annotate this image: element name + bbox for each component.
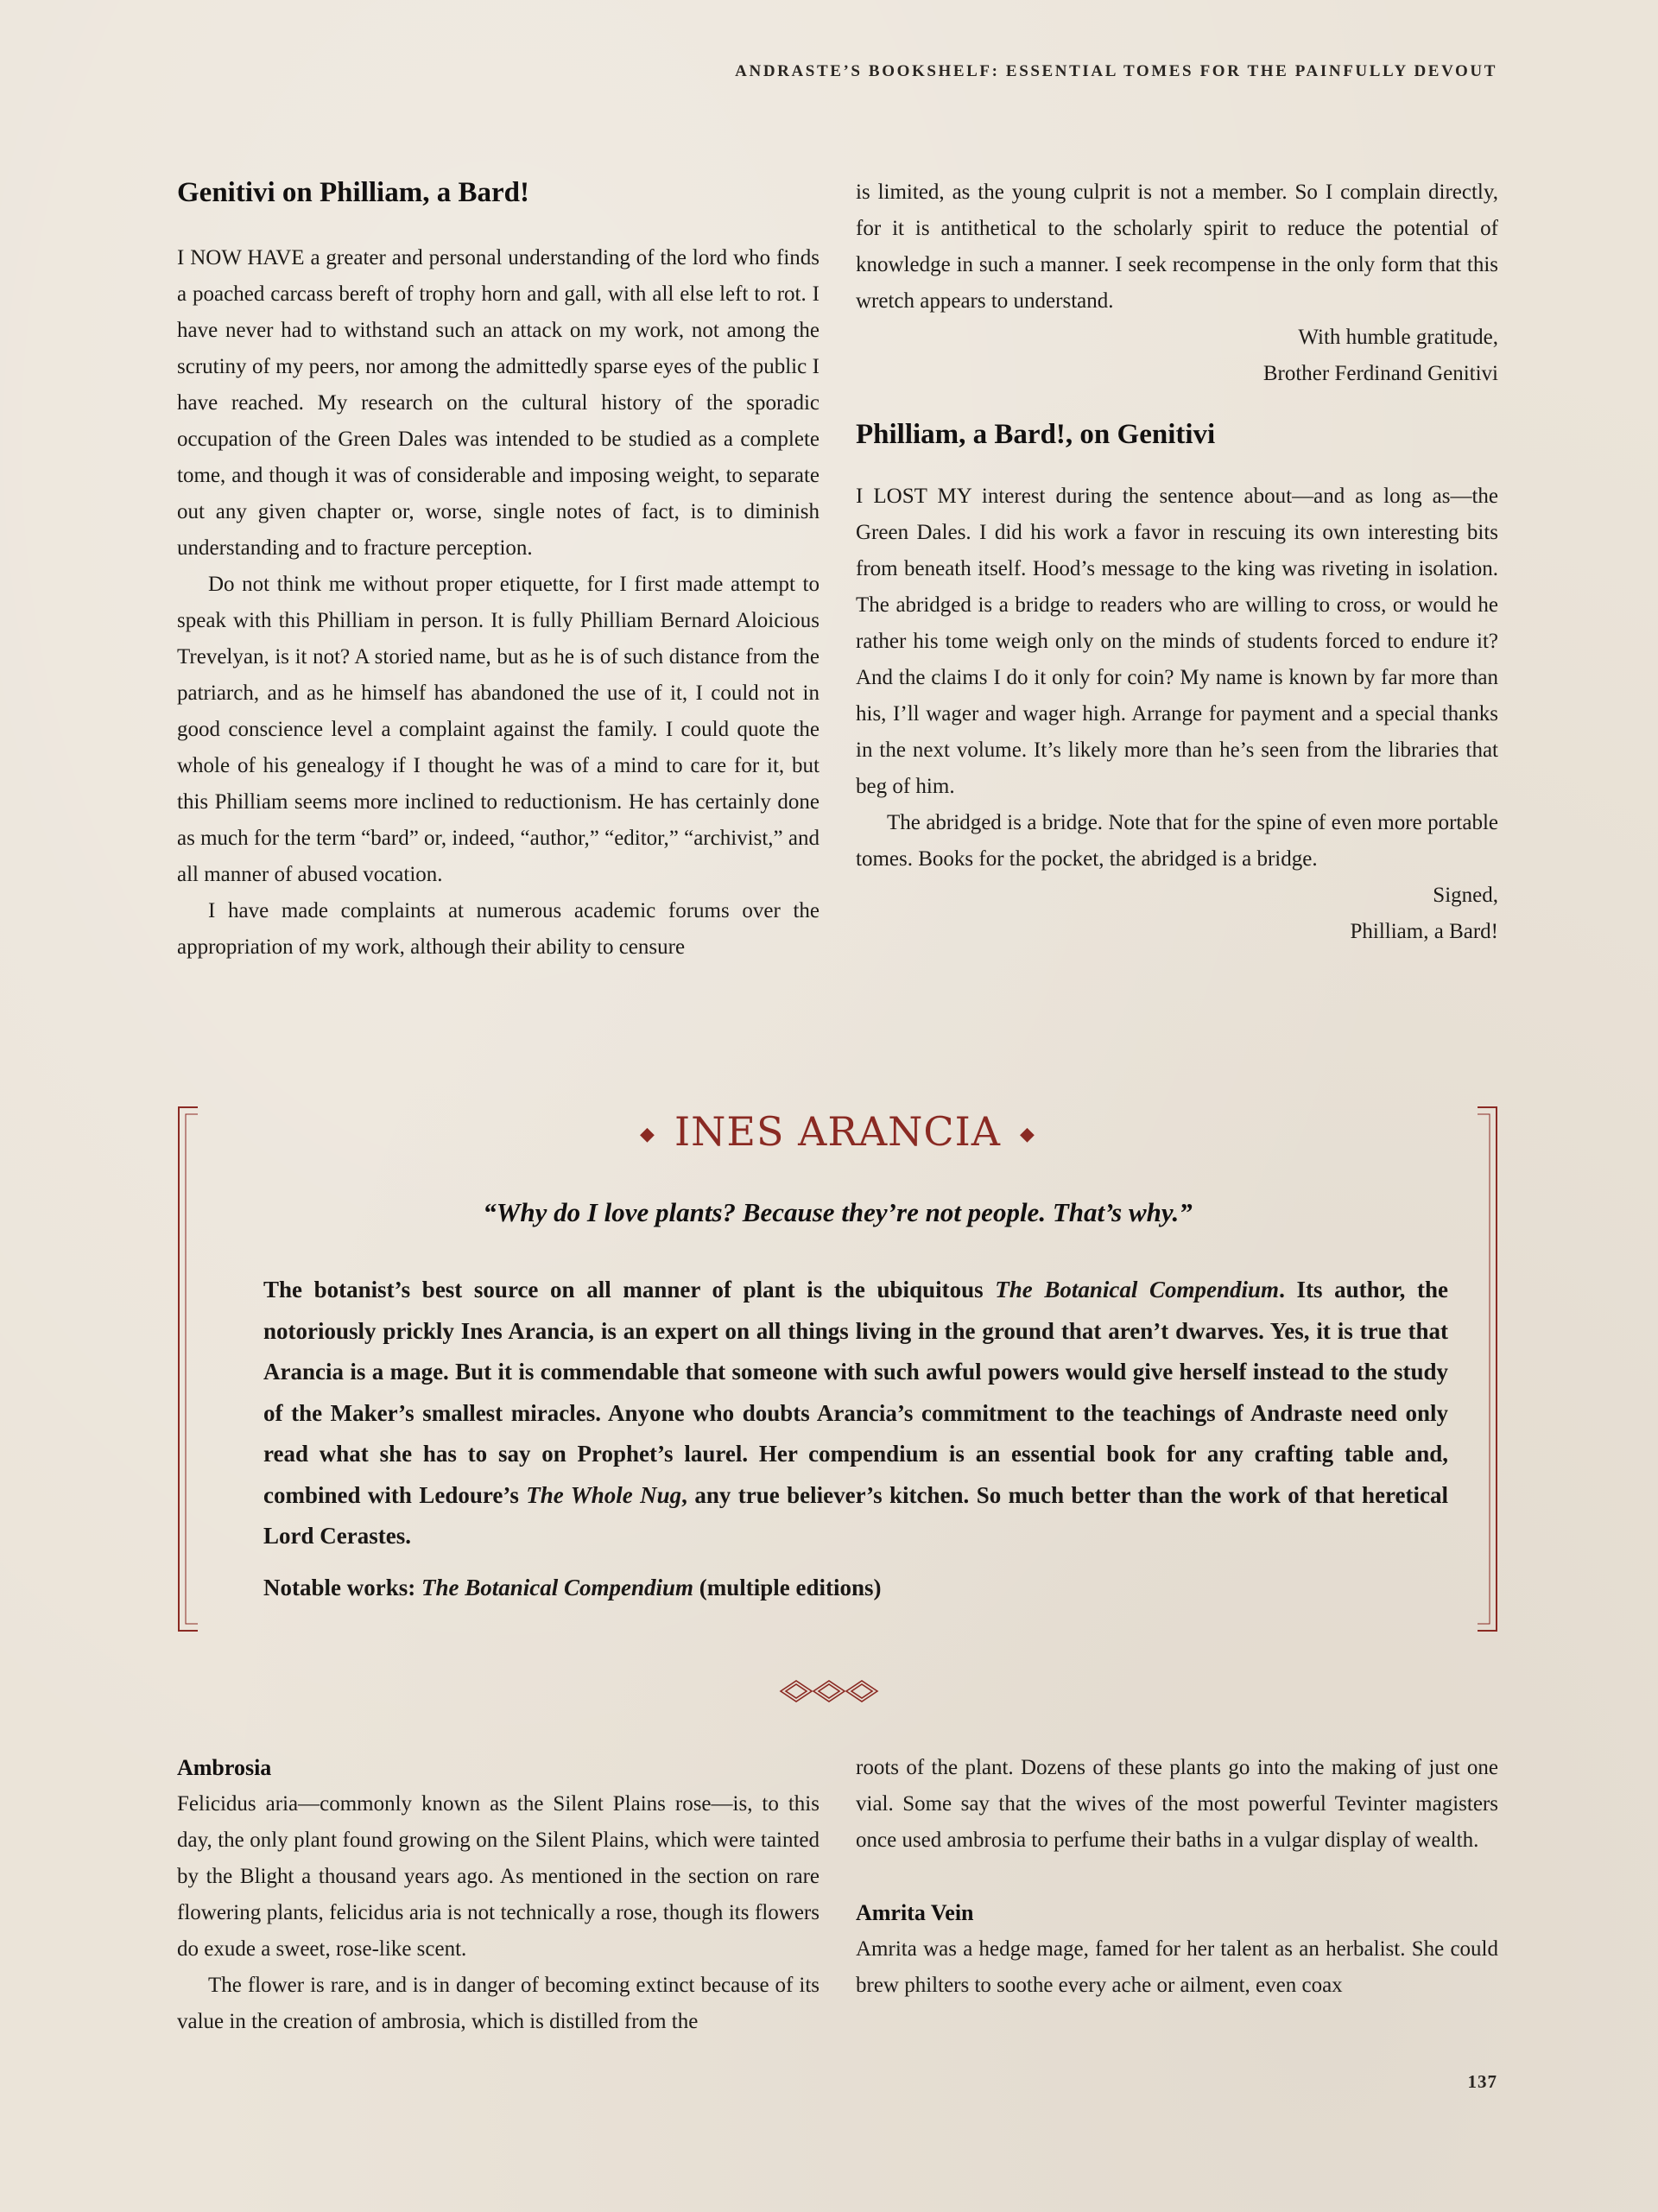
entry-ambrosia-heading: Ambrosia [177, 1755, 272, 1780]
entry-ambrosia-paragraph: Felicidus aria—commonly known as the Silent Plains rose—is, to this day, the only plant found growing on the Silent Plains, which were tainted by the Blight a thousand years ago. As mentioned in the section on rare flowering plants, felicidus aria is not technically a rose, though its flowers do exude a sweet, rose-like scent. [177, 1792, 820, 1961]
sidebar-title [177, 1106, 1498, 1161]
left-bracket-ornament [177, 1106, 199, 1632]
diamond-icon: ◆ [1020, 1124, 1035, 1145]
ornament-divider-icon [777, 1676, 881, 1707]
letter-genitivi-closing: With humble gratitude, [1298, 326, 1498, 349]
running-head: ANDRASTE’S BOOKSHELF: ESSENTIAL TOMES FOR THE PAINFULLY DEVOUT [735, 62, 1497, 80]
entries-left-column [177, 1750, 820, 2040]
letter-philliam-paragraph: I LOST MY interest during the sentence about—and as long as—the Green Dales. I did his work a favor in rescuing its own interesting bits from beneath itself. Hood’s message to the king was riveting in isolation. The abridged is a bridge to readers who are willing to cross, or would he rather his tome weigh only on the minds of students forced to endure it? And the claims I do it only for coin? My name is known by far more than his, I’ll wager and wager high. Arrange for payment and a special thanks in the next volume. It’s likely more than he’s seen from the libraries that beg of him. [856, 485, 1498, 798]
diamond-icon: ◆ [640, 1124, 655, 1145]
letter-genitivi-paragraph: is limited, as the young culprit is not a member. So I complain directly, for it is antithetical to the scholarly spirit to reduce the potential of knowledge in such a manner. I seek recompense in the only form that this wretch appears to understand. [856, 181, 1498, 313]
notable-works [263, 1570, 1448, 1605]
page-number: 137 [1467, 2071, 1497, 2092]
notable-works-suffix: (multiple editions) [693, 1575, 882, 1600]
book-title: The Whole Nug [526, 1481, 682, 1508]
right-bracket-ornament [1476, 1106, 1498, 1632]
sidebar-title-text: INES ARANCIA [674, 1108, 1002, 1155]
letter-philliam-signature: Philliam, a Bard! [1350, 920, 1498, 943]
letter-genitivi-paragraph: I NOW HAVE a greater and personal understanding of the lord who finds a poached carcass bereft of trophy horn and gall, with all else left to rot. I have never had to withstand such an attack on my work, not among the scrutiny of my peers, nor among the admittedly sparse eyes of the public I have reached. My research on the cultural history of the sporadic occupation of the Green Dales was intended to be studied as a complete tome, and though it was of considerable and imposing weight, to separate out any given chapter or, worse, single notes of fact, is to diminish understanding and to fracture perception. [177, 246, 820, 560]
letter-continuation-column [856, 174, 1498, 950]
letter-philliam-heading: Philliam, a Bard!, on Genitivi [856, 419, 1216, 450]
entry-amrita-heading: Amrita Vein [856, 1900, 974, 1925]
entries-right-column [856, 1750, 1498, 2004]
sidebar-quote: “Why do I love plants? Because they’re not people. That’s why.” [483, 1197, 1193, 1227]
book-title: The Botanical Compendium [421, 1575, 694, 1600]
letter-genitivi-paragraph: Do not think me without proper etiquette, for I first made attempt to speak with this Philliam in person. It is fully Philliam Bernard Aloicious Trevelyan, is it not? A storied name, but as he is of such distance from the patriarch, and as he himself has abandoned the use of it, I could not in good conscience level a complaint against the family. I could quote the whole of his genealogy if I thought he was of a mind to care for it, but this Philliam seems more inclined to reductionism. He has certainly done as much for the term “bard” or, indeed, “author,” “editor,” “archivist,” and all manner of abused vocation. [177, 573, 820, 886]
entry-amrita-paragraph: Amrita was a hedge mage, famed for her talent as an herbalist. She could brew philters to soothe every ache or ailment, even coax [856, 1937, 1498, 1997]
notable-works-label: Notable works: [263, 1575, 421, 1600]
letter-genitivi-heading: Genitivi on Philliam, a Bard! [177, 177, 529, 208]
letter-genitivi-paragraph: I have made complaints at numerous academic forums over the appropriation of my work, although their ability to censure [177, 899, 820, 959]
author-sidebar [177, 1106, 1498, 1632]
sidebar-body-text: . Its author, the notoriously prickly Ines Arancia, is an expert on all things living in the ground that aren’t dwarves. Yes, it is true that Arancia is a mage. But it is commendable that someone with such awful powers would give herself instead to the study of the Maker’s smallest miracles. Anyone who doubts Arancia’s commitment to the teachings of Andraste need only read what she has to say on Prophet’s laurel. Her compendium is an essential book for any crafting table and, combined with Ledoure’s [263, 1277, 1448, 1508]
entry-ambrosia-paragraph: roots of the plant. Dozens of these plants go into the making of just one vial. Some say that the wives of the most powerful Tevinter magisters once used ambrosia to perfume their baths in a vulgar display of wealth. [856, 1756, 1498, 1852]
letter-philliam-closing: Signed, [1433, 884, 1498, 907]
book-title: The Botanical Compendium [995, 1277, 1280, 1302]
letter-philliam-paragraph: The abridged is a bridge. Note that for the spine of even more portable tomes. Books for the pocket, the abridged is a bridge. [856, 811, 1498, 871]
entry-ambrosia-paragraph: The flower is rare, and is in danger of becoming extinct because of its value in the creation of ambrosia, which is distilled from the [177, 1974, 820, 2033]
letter-genitivi-column [177, 174, 820, 966]
sidebar-body-text: The botanist’s best source on all manner of plant is the ubiquitous [263, 1277, 996, 1302]
sidebar-body [263, 1270, 1448, 1557]
sidebar-body-text: , any true believer’s kitchen. So much better than the work of that heretical Lord Cerastes. [263, 1481, 1448, 1549]
letter-genitivi-signature: Brother Ferdinand Genitivi [1262, 362, 1498, 385]
